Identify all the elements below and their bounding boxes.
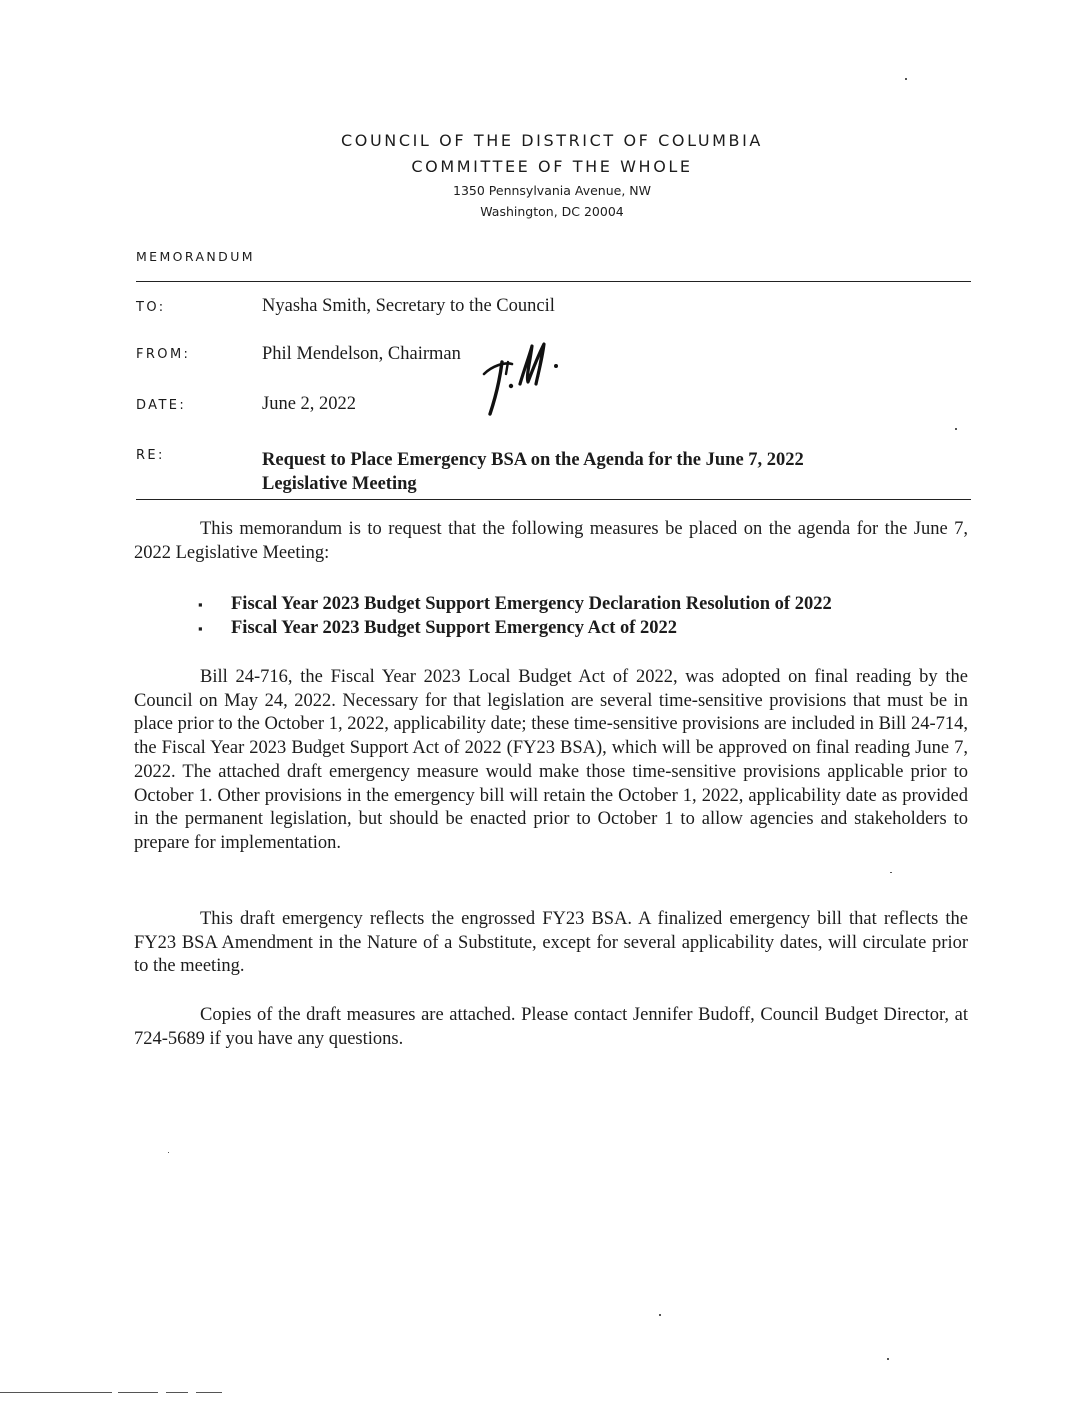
list-item [198, 593, 832, 617]
from-label: FROM: [136, 347, 191, 362]
date-label: DATE: [136, 398, 187, 413]
body-paragraph-2 [134, 666, 968, 856]
body-paragraph-4 [134, 1004, 968, 1051]
subject-line-2: Legislative Meeting [262, 474, 417, 494]
body-paragraph-2-text: Bill 24-716, the Fiscal Year 2023 Local Budget Act of 2022, was adopted on final reading by the Council on May 24, 2022. Necessary for that legislation are several time-sensitive provisions that must be in place prior to the October 1, 2022, applicability date; these time-sensitive provisions are included in Bill 24-714, the Fiscal Year 2023 Budget Support Act of 2022 (FY23 BSA), which will be approved on final reading June 7, 2022. The attached draft emergency measure would make those time-sensitive provisions applicable prior to October 1. Other provisions in the emergency bill will retain the October 1, 2022, applicability date as provided in the permanent legislation, but should be enacted prior to October 1 to allow agencies and stakeholders to prepare for implementation. [134, 667, 968, 853]
header-top-rule [136, 281, 971, 282]
body-paragraph-1-text: This memorandum is to request that the following measures be placed on the agenda for the June 7, 2022 Legislative Meeting: [134, 519, 968, 563]
letterhead-committee: COMMITTEE OF THE WHOLE [411, 157, 693, 176]
letterhead-street-address: 1350 Pennsylvania Avenue, NW [453, 183, 651, 198]
date-value: June 2, 2022 [262, 394, 357, 414]
header-bottom-rule [136, 499, 971, 500]
list-item-text: Fiscal Year 2023 Budget Support Emergency Act of 2022 [231, 617, 678, 638]
to-label: TO: [136, 300, 166, 315]
body-paragraph-3 [134, 908, 968, 979]
bullet-icon: ▪ [198, 620, 203, 636]
letterhead-city: Washington, DC 20004 [480, 204, 624, 219]
subject-value [262, 448, 962, 496]
body-paragraph-1 [134, 518, 968, 565]
handwritten-signature [478, 340, 578, 418]
measures-list [198, 593, 832, 640]
body-paragraph-3-text: This draft emergency reflects the engrossed FY23 BSA. A finalized emergency bill that reflects the FY23 BSA Amendment in the Nature of a Substitute, except for several applicability dates, will circulate prior to the meeting. [134, 909, 968, 977]
subject-label: RE: [136, 448, 165, 463]
body-paragraph-4-text: Copies of the draft measures are attached. Please contact Jennifer Budoff, Council Budget Director, at 724-5689 if you have any questions. [134, 1005, 968, 1049]
to-value: Nyasha Smith, Secretary to the Council [262, 296, 555, 316]
list-item-text: Fiscal Year 2023 Budget Support Emergency Declaration Resolution of 2022 [231, 594, 832, 614]
subject-line-1: Request to Place Emergency BSA on the Agenda for the June 7, 2022 [262, 450, 804, 470]
from-value: Phil Mendelson, Chairman [262, 344, 461, 364]
bullet-icon: ▪ [198, 597, 203, 612]
list-item [198, 617, 832, 641]
memo-type-label: MEMORANDUM [136, 249, 255, 264]
letterhead-organization: COUNCIL OF THE DISTRICT OF COLUMBIA [341, 131, 763, 150]
